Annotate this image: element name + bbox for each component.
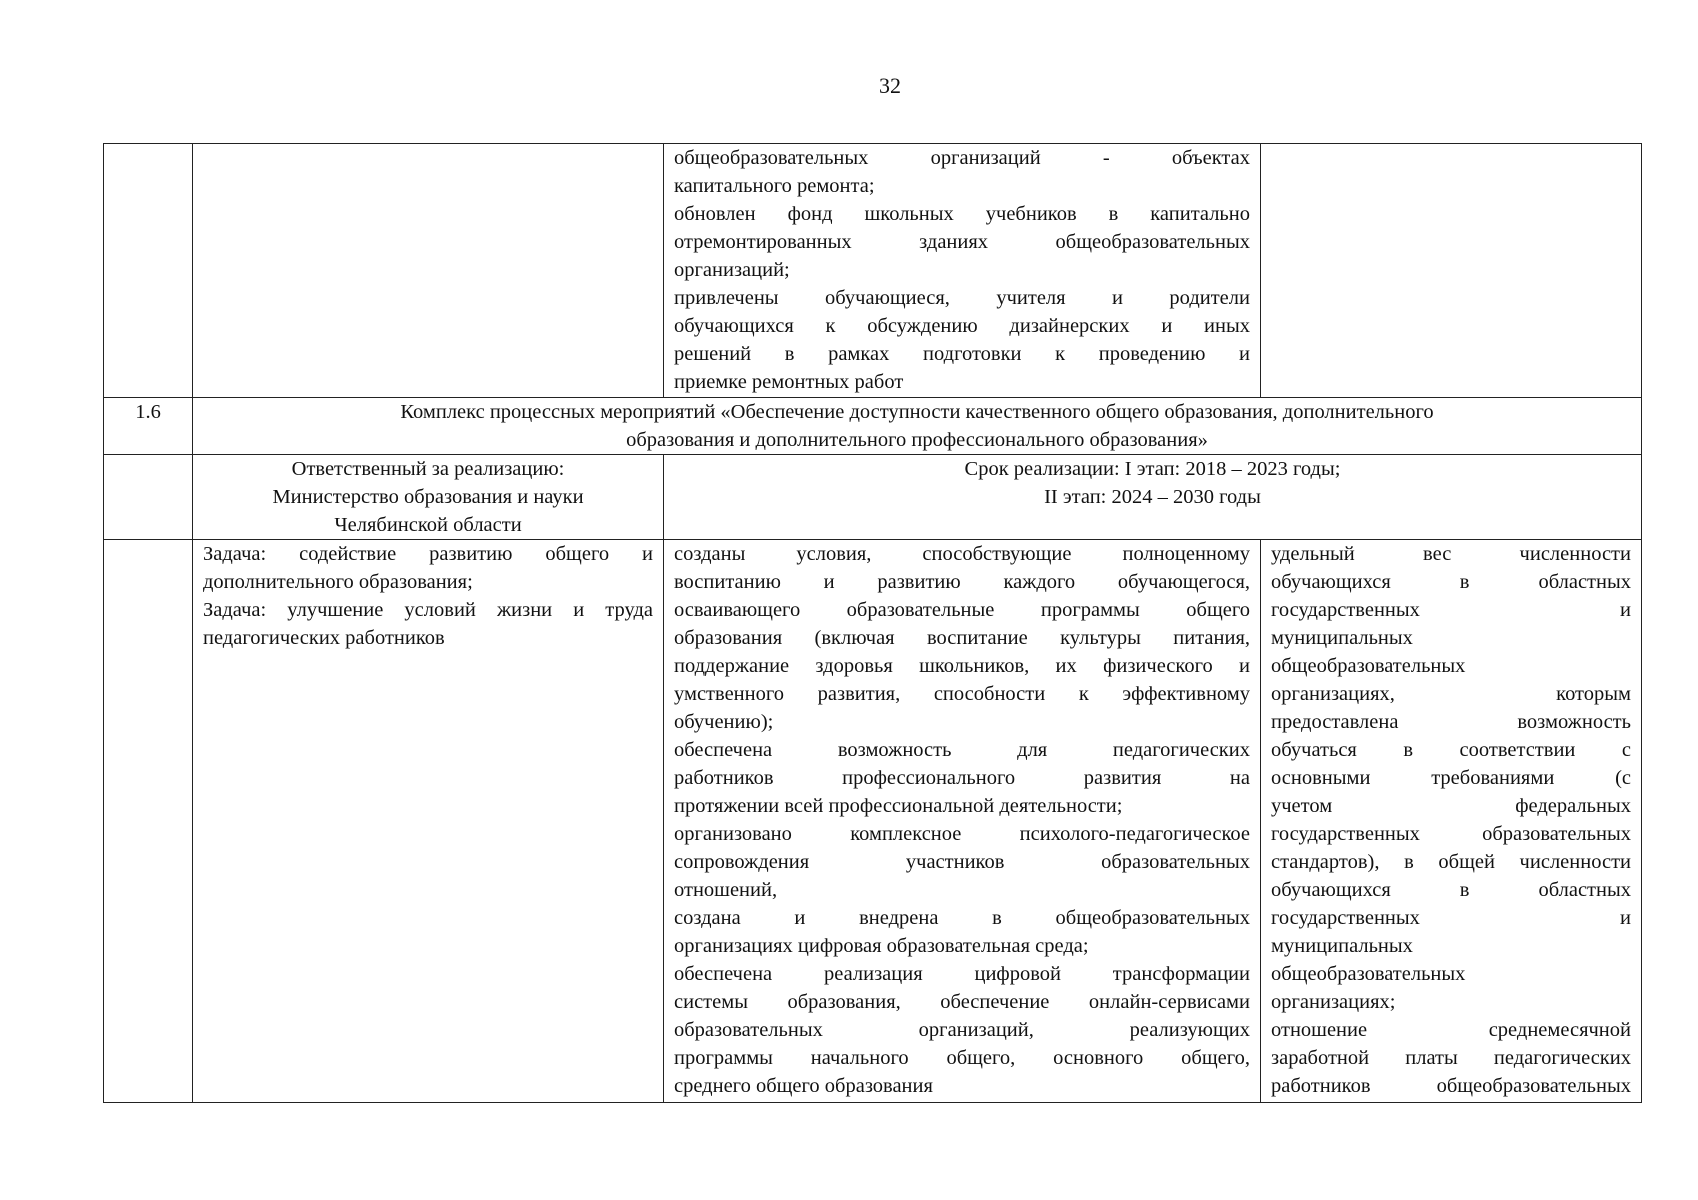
term-cell bbox=[664, 455, 1642, 540]
text-line: удельный вес численности bbox=[1271, 543, 1631, 565]
text-line: работников профессионального развития на bbox=[674, 767, 1250, 789]
term-line: Срок реализации: I этап: 2018 – 2023 годы; bbox=[964, 458, 1341, 480]
text-line: организаций; bbox=[674, 259, 790, 281]
results-text bbox=[674, 144, 1250, 396]
table-row bbox=[104, 540, 1642, 1103]
task-cell bbox=[193, 144, 664, 398]
tasks-text bbox=[203, 540, 653, 652]
indicators-cell bbox=[1261, 540, 1642, 1103]
program-table bbox=[103, 143, 1642, 1103]
results-text bbox=[674, 540, 1250, 1100]
text-line: образования (включая воспитание культуры питания, bbox=[674, 627, 1250, 649]
text-line: обучающихся к обсуждению дизайнерских и иных bbox=[674, 315, 1250, 337]
text-line: стандартов), в общей численности bbox=[1271, 851, 1631, 873]
number-cell bbox=[104, 455, 193, 540]
complex-title-cell bbox=[193, 398, 1642, 455]
text-line: образовательных организаций, реализующих bbox=[674, 1019, 1250, 1041]
text-line: организациях; bbox=[1271, 991, 1396, 1013]
indicators-text bbox=[1271, 540, 1631, 1100]
complex-title-line: Комплекс процессных мероприятий «Обеспечение доступности качественного общего образования, дополнительного bbox=[400, 401, 1434, 423]
text-line: сопровождения участников образовательных bbox=[674, 851, 1250, 873]
text-line: отношение среднемесячной bbox=[1271, 1019, 1631, 1041]
responsible-cell bbox=[193, 455, 664, 540]
text-line: заработной платы педагогических bbox=[1271, 1047, 1631, 1069]
text-line: общеобразовательных bbox=[1271, 655, 1466, 677]
text-line: приемке ремонтных работ bbox=[674, 371, 904, 393]
table-row bbox=[104, 398, 1642, 455]
responsible-line: Министерство образования и науки bbox=[272, 486, 584, 508]
term-line: II этап: 2024 – 2030 годы bbox=[1044, 486, 1261, 508]
text-line: обучающихся в областных bbox=[1271, 879, 1631, 901]
text-line: обучающихся в областных bbox=[1271, 571, 1631, 593]
text-line: созданы условия, способствующие полноценному bbox=[674, 543, 1250, 565]
text-line: среднего общего образования bbox=[674, 1075, 933, 1097]
text-line: отношений, bbox=[674, 879, 778, 901]
text-line: умственного развития, способности к эффективному bbox=[674, 683, 1250, 705]
text-line: программы начального общего, основного общего, bbox=[674, 1047, 1250, 1069]
text-line: основными требованиями (с bbox=[1271, 767, 1631, 789]
responsible-line: Ответственный за реализацию: bbox=[291, 458, 565, 480]
text-line: дополнительного образования; bbox=[203, 571, 473, 593]
text-line: системы образования, обеспечение онлайн-сервисами bbox=[674, 991, 1250, 1013]
page-number: 32 bbox=[879, 73, 901, 98]
text-line: учетом федеральных bbox=[1271, 795, 1631, 817]
row-number: 1.6 bbox=[104, 398, 193, 455]
text-line: государственных и bbox=[1271, 599, 1631, 621]
text-line: осваивающего образовательные программы общего bbox=[674, 599, 1250, 621]
results-cell bbox=[664, 144, 1261, 398]
number-cell bbox=[104, 144, 193, 398]
indicators-cell bbox=[1261, 144, 1642, 398]
text-line: организовано комплексное психолого-педагогическое bbox=[674, 823, 1250, 845]
text-line: решений в рамках подготовки к проведению и bbox=[674, 343, 1250, 365]
text-line: капитального ремонта; bbox=[674, 175, 875, 197]
text-line: государственных образовательных bbox=[1271, 823, 1631, 845]
text-line: обучаться в соответствии с bbox=[1271, 739, 1631, 761]
text-line: отремонтированных зданиях общеобразовательных bbox=[674, 231, 1250, 253]
text-line: создана и внедрена в общеобразовательных bbox=[674, 907, 1250, 929]
table-row bbox=[104, 455, 1642, 540]
text-line: муниципальных bbox=[1271, 935, 1413, 957]
text-line: обеспечена реализация цифровой трансформации bbox=[674, 963, 1250, 985]
complex-title-line: образования и дополнительного профессионального образования» bbox=[626, 429, 1208, 451]
text-line: работников общеобразовательных bbox=[1271, 1075, 1631, 1097]
text-line: протяжении всей профессиональной деятельности; bbox=[674, 795, 1123, 817]
text-line: Задача: улучшение условий жизни и труда bbox=[203, 599, 653, 621]
text-line: общеобразовательных bbox=[1271, 963, 1466, 985]
text-line: привлечены обучающиеся, учителя и родители bbox=[674, 287, 1250, 309]
text-line: общеобразовательных организаций - объектах bbox=[674, 147, 1250, 169]
task-cell bbox=[193, 540, 664, 1103]
results-cell bbox=[664, 540, 1261, 1103]
number-cell bbox=[104, 540, 193, 1103]
text-line: Задача: содействие развитию общего и bbox=[203, 543, 653, 565]
text-line: муниципальных bbox=[1271, 627, 1413, 649]
responsible-line: Челябинской области bbox=[334, 514, 522, 536]
text-line: воспитанию и развитию каждого обучающегося, bbox=[674, 571, 1250, 593]
text-line: организациях цифровая образовательная среда; bbox=[674, 935, 1089, 957]
text-line: поддержание здоровья школьников, их физического и bbox=[674, 655, 1250, 677]
table-row bbox=[104, 144, 1642, 398]
text-line: обновлен фонд школьных учебников в капитально bbox=[674, 203, 1250, 225]
text-line: организациях, которым bbox=[1271, 683, 1631, 705]
text-line: обеспечена возможность для педагогических bbox=[674, 739, 1250, 761]
text-line: педагогических работников bbox=[203, 627, 445, 649]
text-line: предоставлена возможность bbox=[1271, 711, 1631, 733]
text-line: государственных и bbox=[1271, 907, 1631, 929]
text-line: обучению); bbox=[674, 711, 774, 733]
